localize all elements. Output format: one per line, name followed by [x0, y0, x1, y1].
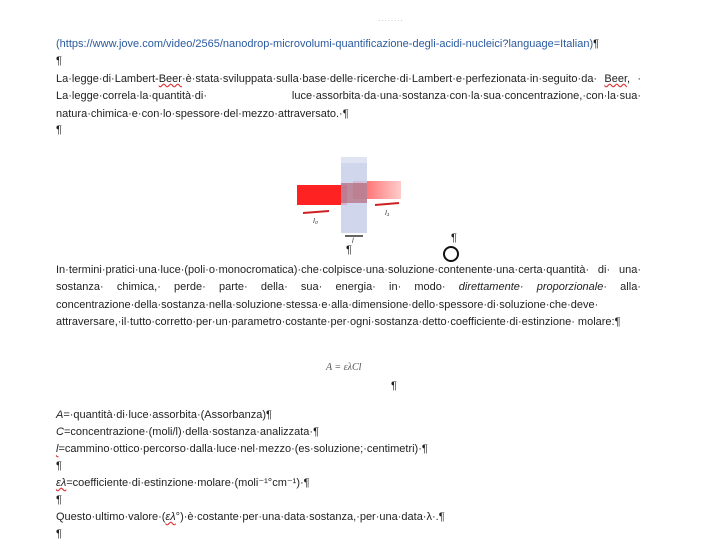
pilcrow: ¶ [346, 244, 352, 256]
symbol: A [56, 409, 64, 421]
text: Questo·ultimo·valore·( [56, 511, 166, 523]
pilcrow: ¶ [56, 124, 62, 136]
definition-l [56, 441, 641, 458]
link-text[interactable]: (https://www.jove.com/video/2565/nanodrop-microvolumi-quantificazione-degli-acidi-nucleici?language=Italian) [56, 38, 594, 50]
label-l: l [352, 238, 354, 243]
text: In·termini·pratici·una·luce·(poli·o·monocromatica)·che·colpisce·una·soluzione·contenente·una·certa·quantità· di· una· sostanza· chimica,· perde· parte· della· sua· energia· in· modo· [56, 264, 641, 294]
pilcrow: ¶ [391, 380, 397, 392]
symbol: ελ [56, 477, 67, 489]
paragraph-practical [56, 262, 641, 331]
pilcrow: ¶ [56, 55, 62, 67]
paragraph-lambert-beer [56, 71, 641, 123]
pilcrow: ¶ [56, 460, 62, 472]
italic-text: direttamente· proporzionale [458, 281, 604, 294]
symbol: ελ [165, 511, 176, 523]
symbol: l [56, 443, 59, 455]
pilcrow: ¶ [451, 232, 457, 244]
text: °)·è·costante·per·una·data·sostanza,·per·una·data·λ·.¶ [175, 511, 445, 523]
pilcrow: ¶ [56, 528, 62, 540]
label-i1: I₁ [385, 210, 390, 217]
text: ·è·stata·sviluppata·sulla·base·delle·ricerche·di·Lambert·e·perfezionata·in·seguito·da· [181, 73, 605, 85]
pilcrow: ¶ [593, 38, 600, 50]
pilcrow: ¶ [56, 494, 62, 506]
text: =coefficiente·di·estinzione·molare·(moli⁻¹°cm⁻¹)·¶ [66, 477, 310, 489]
misspelled-word: Beer [158, 73, 182, 85]
source-link[interactable] [56, 36, 641, 53]
text: =concentrazione·(moli/l)·della·sostanza·analizzata·¶ [63, 426, 319, 438]
definition-a [56, 407, 641, 424]
text: La·legge·di·Lambert- [56, 73, 159, 85]
text: · alla· concentrazione·della·sostanza·nella·soluzione·stessa·e·alla·dimensione·dello·spessore·di·soluzione·che·deve· attraversare,·il·tutto·corretto·per·un·parametro·costante·per·ogni·sostanza·detto·coefficiente·di·estinzione· molare:¶ [56, 281, 641, 328]
definition-epsilon [56, 475, 641, 492]
symbol: C [56, 426, 64, 438]
rotate-handle[interactable] [443, 246, 459, 262]
text: =cammino·ottico·percorso·dalla·luce·nel·mezzo·(es·soluzione;·centimetri)·¶ [58, 443, 428, 455]
paragraph-last [56, 509, 641, 526]
text: =·quantità·di·luce·assorbita·(Assorbanza)¶ [63, 409, 272, 421]
misspelled-word: Beer [604, 73, 628, 85]
label-i0: I₀ [313, 218, 318, 225]
formula: A = ελCl [326, 362, 362, 373]
cuvette-illustration [293, 155, 403, 243]
cuvette-figure [293, 155, 403, 243]
text: , · La·legge·correla·la·quantità·di· luce·assorbita·da·una·sostanza·con·la·sua·concentrazione,·con·la·sua· natura·chimica·e·con·lo·spessore·del·mezzo·attraversato.·¶ [56, 73, 642, 120]
header-text: ........ [378, 14, 404, 23]
definition-c [56, 424, 641, 441]
